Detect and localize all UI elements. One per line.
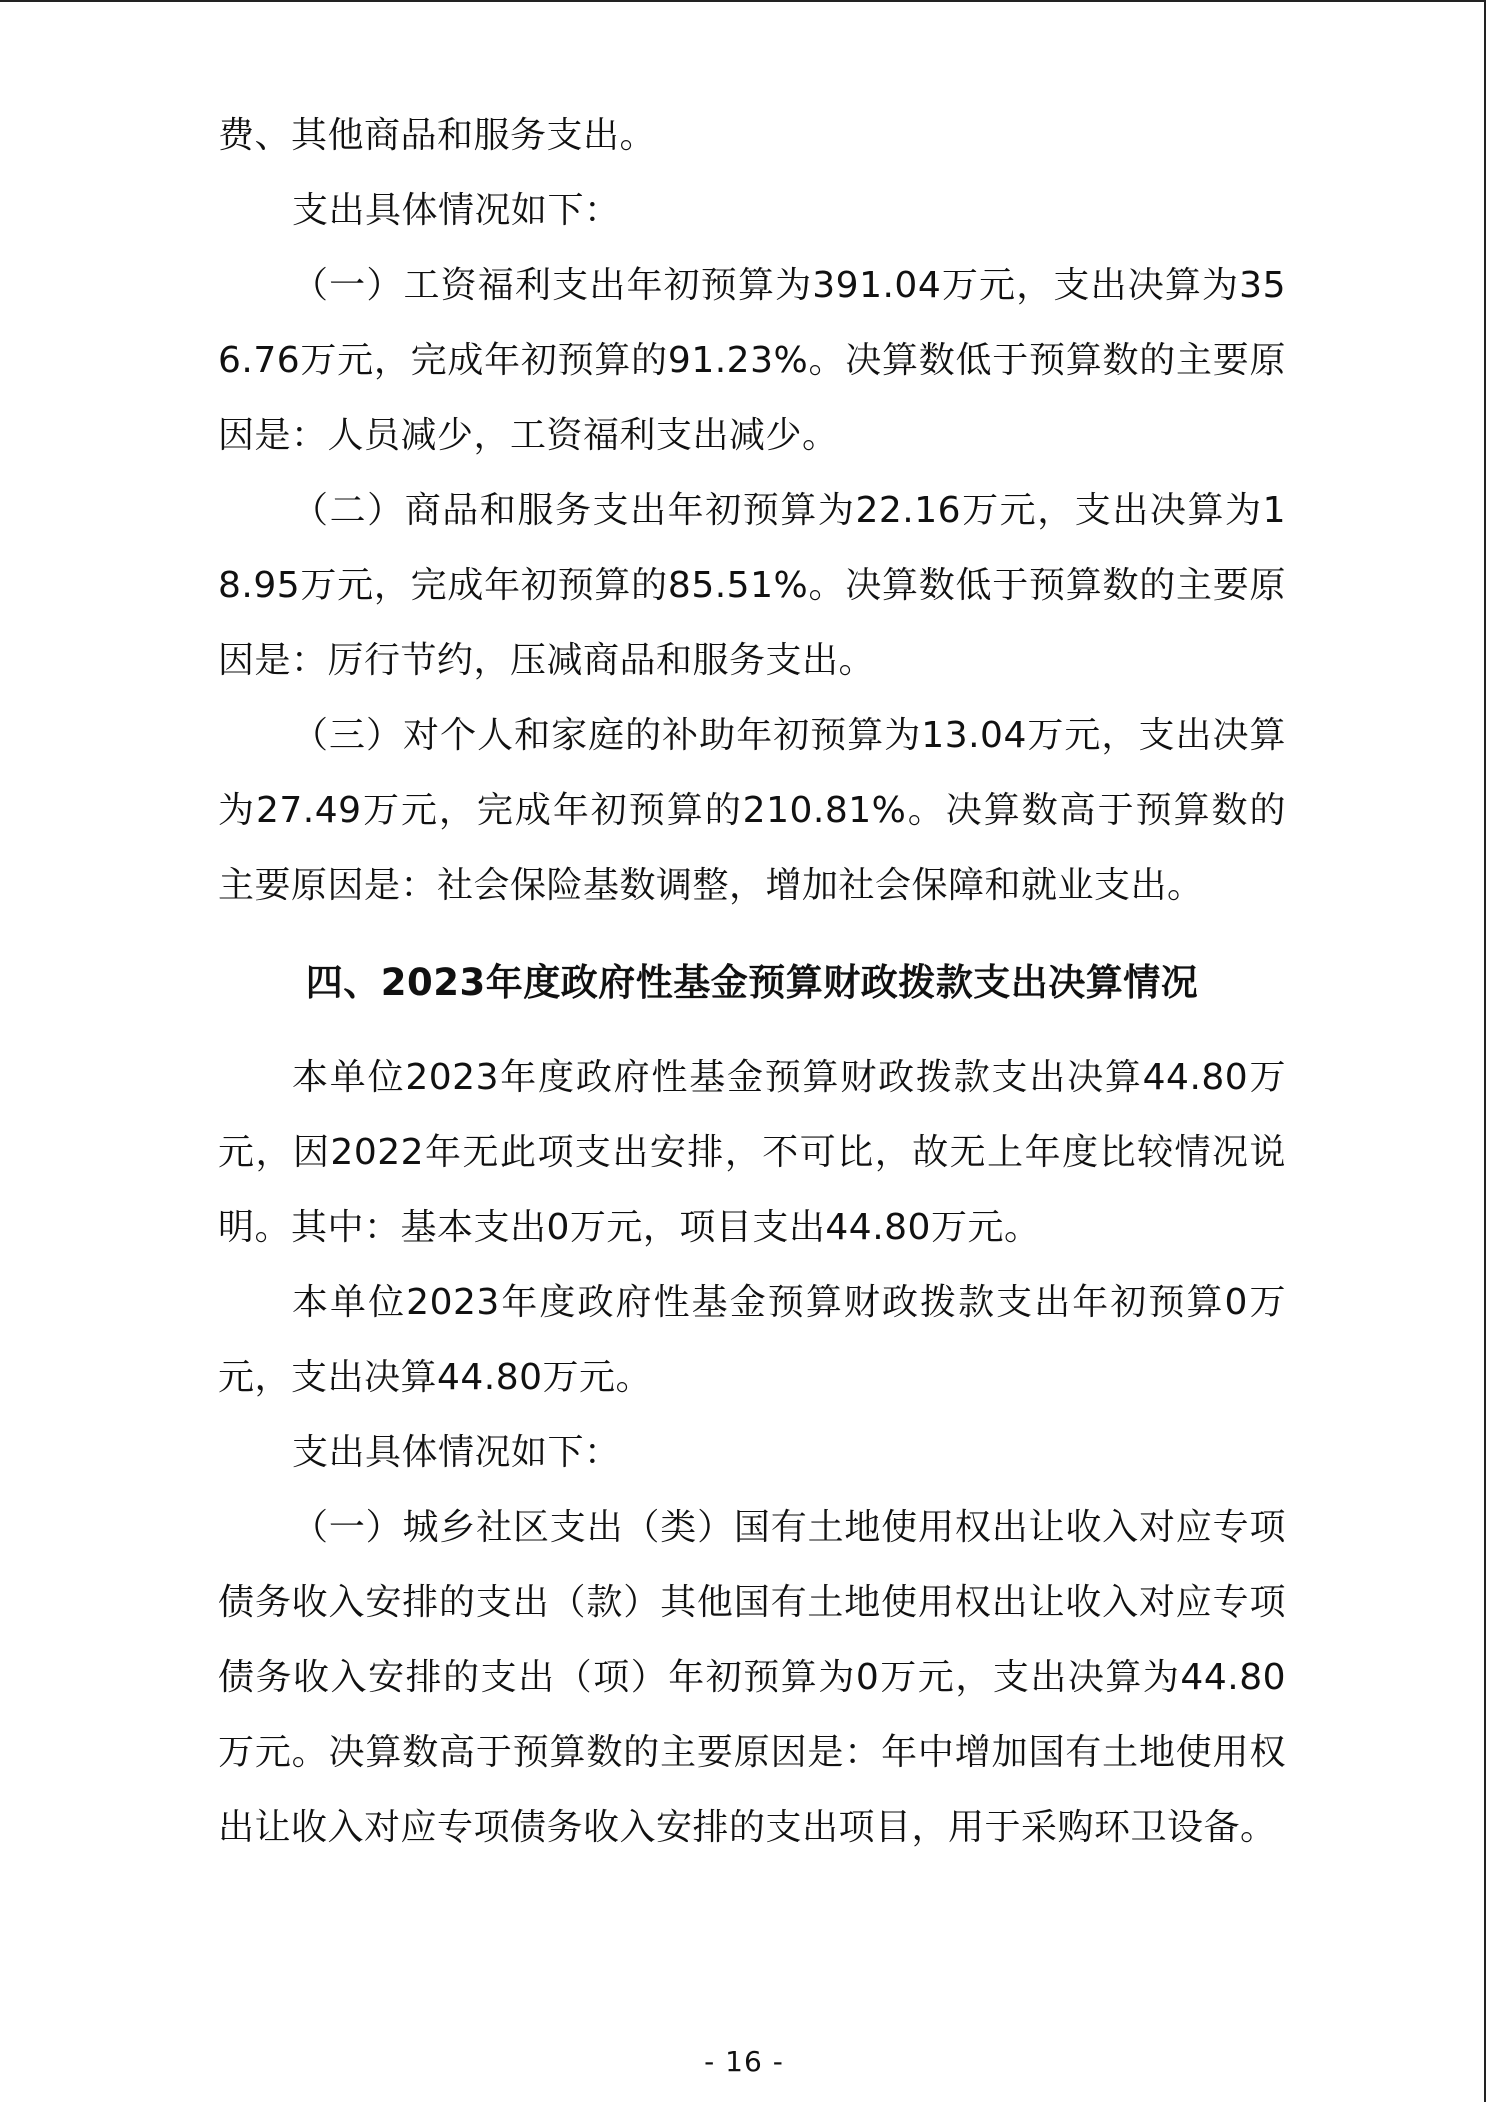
section-heading: 四、2023年度政府性基金预算财政拨款支出决算情况: [305, 961, 1199, 1004]
document-body: [218, 98, 1286, 1865]
paragraph-goods-services: （二）商品和服务支出年初预算为22.16万元，支出决算为18.95万元，完成年初预算的85.51%。决算数低于预算数的主要原因是：厉行节约，压减商品和服务支出。: [218, 490, 1286, 681]
paragraph-personal-household-subsidy: （三）对个人和家庭的补助年初预算为13.04万元，支出决算为27.49万元，完成年初预算的210.81%。决算数高于预算数的主要原因是：社会保险基数调整，增加社会保障和就业支出。: [218, 715, 1286, 906]
paragraph-wage-welfare: （一）工资福利支出年初预算为391.04万元，支出决算为356.76万元，完成年初预算的91.23%。决算数低于预算数的主要原因是：人员减少，工资福利支出减少。: [218, 265, 1286, 456]
paragraph-fund-budget-summary: 本单位2023年度政府性基金预算财政拨款支出决算44.80万元，因2022年无此项支出安排，不可比，故无上年度比较情况说明。其中：基本支出0万元，项目支出44.80万元。: [218, 1057, 1286, 1248]
paragraph-fund-expenditure-intro: 支出具体情况如下：: [292, 1432, 621, 1473]
paragraph-continuation: 费、其他商品和服务支出。: [218, 115, 657, 156]
paragraph-urban-rural-community: （一）城乡社区支出（类）国有土地使用权出让收入对应专项债务收入安排的支出（款）其他国有土地使用权出让收入对应专项债务收入安排的支出（项）年初预算为0万元，支出决算为44.80万元。决算数高于预算数的主要原因是：年中增加国有土地使用权出让收入对应专项债务收入安排的支出项目，用于采购环卫设备。: [218, 1507, 1286, 1848]
paragraph-expenditure-intro: 支出具体情况如下：: [292, 190, 621, 231]
page-number: - 16 -: [704, 2045, 784, 2078]
paragraph-fund-budget-initial: 本单位2023年度政府性基金预算财政拨款支出年初预算0万元，支出决算44.80万元。: [218, 1282, 1286, 1398]
